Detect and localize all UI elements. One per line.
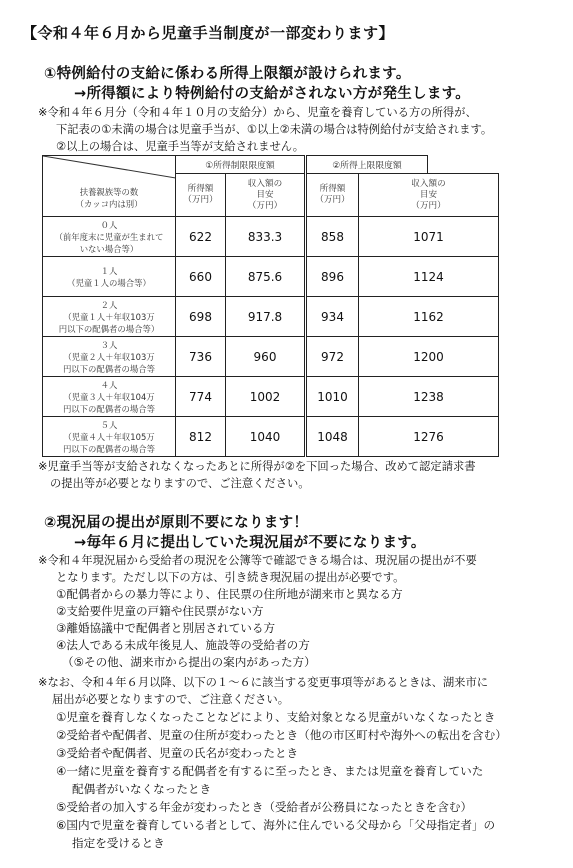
row-label-count: ２人 — [100, 299, 118, 310]
section1-subheading: →所得額により特例給付の支給がされない方が発生します。 — [74, 86, 471, 102]
cell-salary-upper: 1238 — [359, 377, 499, 417]
cell-income-upper: 858 — [306, 217, 359, 257]
section2-subheading: →毎年６月に提出していた現況届が不要になります。 — [74, 535, 426, 551]
cell-income-upper: 972 — [306, 337, 359, 377]
table-header-corner — [43, 156, 176, 217]
row-label-count: ３人 — [100, 339, 118, 350]
section1-note-2: 下記表の①未満の場合は児童手当が、①以上②未満の場合は特例給付が支給されます。 — [56, 123, 493, 136]
cell-income-limit: 736 — [176, 337, 226, 377]
group-income-upper-limit: ②所得上限限度額 — [306, 156, 428, 174]
cell-income-upper: 1010 — [306, 377, 359, 417]
row-label-count: ４人 — [100, 379, 118, 390]
cell-income-limit: 660 — [176, 257, 226, 297]
table-footnote-2: の提出等が必要となりますので、ご注意ください。 — [50, 477, 310, 490]
row-label-desc-2: 円以下の配偶者の場合等 — [62, 443, 156, 454]
col-salary-2-sub: 目安 — [419, 189, 438, 200]
row-label-count: ５人 — [100, 419, 118, 430]
col-income-2-label: 所得額 — [319, 184, 346, 194]
change-item-3: ③受給者や配偶者、児童の氏名が変わったとき — [56, 746, 299, 760]
table-row — [43, 337, 499, 377]
col-salary-1-sub: 目安 — [256, 189, 274, 200]
required-item-3: ③離婚協議中で配偶者と別居されている方 — [56, 621, 276, 635]
cell-salary-limit: 1002 — [226, 377, 306, 417]
cell-salary-upper: 1071 — [359, 217, 499, 257]
col-salary-1-unit: （万円） — [247, 200, 283, 211]
section1-heading: ①特例給付の支給に係わる所得上限額が設けられます。 — [44, 66, 411, 82]
col-salary-2-unit: （万円） — [411, 200, 446, 211]
col-income-1 — [176, 174, 226, 217]
diagonal-line — [43, 156, 176, 216]
cell-salary-upper: 1200 — [359, 337, 499, 377]
row-label-desc-2: 円以下の配偶者の場合等 — [62, 403, 156, 414]
cell-salary-limit: 875.6 — [226, 257, 306, 297]
row-label-desc: （児童１人の場合等） — [67, 277, 151, 288]
income-limit-table — [42, 155, 499, 457]
change-item-2: ②受給者や配偶者、児童の住所が変わったとき（他の市区町村や海外への転出を含む） — [56, 728, 507, 742]
section2-note-3: ※なお、令和４年６月以降、以下の１～６に該当する変更事項等があるときは、湖来市に — [38, 676, 489, 689]
table-row — [43, 297, 499, 337]
group-income-limit: ①所得制限限度額 — [176, 156, 306, 174]
table-row — [43, 377, 499, 417]
row-label-desc: （児童２人＋年収103万 — [63, 351, 155, 362]
section2-heading: ②現況届の提出が原則不要になります！ — [44, 515, 309, 531]
section2-note-1: ※令和４年現況届から受給者の現況を公簿等で確認できる場合は、現況届の提出が不要 — [38, 554, 477, 567]
section1-note-1: ※令和４年６月分（令和４年１０月の支給分）から、児童を養育している方の所得が、 — [38, 106, 477, 119]
cell-income-upper: 934 — [306, 297, 359, 337]
page-title: 【令和４年６月から児童手当制度が一部変わります】 — [22, 24, 395, 42]
row-label-desc-2: 円以下の配偶者の場合等 — [62, 363, 156, 374]
change-item-6: ⑥国内で児童を養育している者として、海外に住んでいる父母から「父母指定者」の — [56, 818, 496, 832]
required-item-2: ②支給要件児童の戸籍や住民票がない方 — [56, 604, 264, 618]
cell-salary-limit: 917.8 — [226, 297, 306, 337]
change-item-4-cont: 配偶者がいなくなったとき — [72, 782, 212, 796]
cell-income-limit: 812 — [176, 417, 226, 457]
col-income-1-label: 所得額 — [187, 184, 214, 194]
section1-note-3: ②以上の場合は、児童手当等が支給されません。 — [56, 140, 305, 153]
row-label-desc-2: いない場合等） — [79, 243, 139, 254]
row-label-count: １人 — [100, 265, 118, 276]
section2-note-2: となります。ただし以下の方は、引き続き現況届の提出が必要です。 — [56, 571, 405, 584]
required-item-5: （⑤その他、湖来市から提出の案内があった方） — [62, 655, 316, 669]
table-row — [43, 417, 499, 457]
cell-income-limit: 698 — [176, 297, 226, 337]
cell-salary-upper: 1124 — [359, 257, 499, 297]
change-item-4: ④一緒に児童を養育する配偶者を有するに至ったとき、または児童を養育していた — [56, 764, 484, 778]
row-label-desc: （児童３人＋年収104万 — [63, 391, 155, 402]
col-salary-2-label: 収入額の — [411, 178, 446, 189]
col-salary-1 — [226, 174, 306, 217]
cell-income-limit: 774 — [176, 377, 226, 417]
col-salary-1-label: 収入額の — [247, 178, 283, 189]
cell-salary-upper: 1162 — [359, 297, 499, 337]
row-label-desc: （児童１人＋年収103万 — [63, 311, 155, 322]
change-item-5: ⑤受給者の加入する年金が変わったとき（受給者が公務員になったときを含む） — [56, 800, 473, 814]
cell-salary-limit: 1040 — [226, 417, 306, 457]
header-label-1: 扶養親族等の数 — [79, 187, 139, 197]
table-row — [43, 217, 499, 257]
row-label-desc: （児童４人＋年収105万 — [63, 431, 155, 442]
required-item-1: ①配偶者からの暴力等により、住民票の住所地が湖来市と異なる方 — [56, 587, 403, 601]
row-label-desc: （前年度末に児童が生まれて — [54, 231, 164, 242]
col-income-1-unit: （万円） — [183, 195, 218, 205]
row-label-count: ０人 — [100, 219, 118, 230]
section2-note-4: 届出が必要となりますので、ご注意ください。 — [52, 693, 290, 706]
col-income-2 — [306, 174, 359, 217]
cell-income-upper: 896 — [306, 257, 359, 297]
cell-income-limit: 622 — [176, 217, 226, 257]
col-income-2-unit: （万円） — [315, 195, 350, 205]
row-label-desc-2: 円以下の配偶者の場合等） — [58, 323, 160, 334]
change-item-1: ①児童を養育しなくなったことなどにより、支給対象となる児童がいなくなったとき — [56, 710, 496, 724]
cell-salary-upper: 1276 — [359, 417, 499, 457]
change-item-6-cont: 指定を受けるとき — [72, 836, 165, 850]
table-row — [43, 257, 499, 297]
required-item-4: ④法人である未成年後見人、施設等の受給者の方 — [56, 638, 310, 652]
header-label-2: （カッコ内は別） — [75, 199, 143, 209]
cell-salary-limit: 833.3 — [226, 217, 306, 257]
table-footnote-1: ※児童手当等が支給されなくなったあとに所得が②を下回った場合、改めて認定請求書 — [38, 460, 476, 473]
col-salary-2 — [359, 174, 499, 217]
cell-salary-limit: 960 — [226, 337, 306, 377]
cell-income-upper: 1048 — [306, 417, 359, 457]
